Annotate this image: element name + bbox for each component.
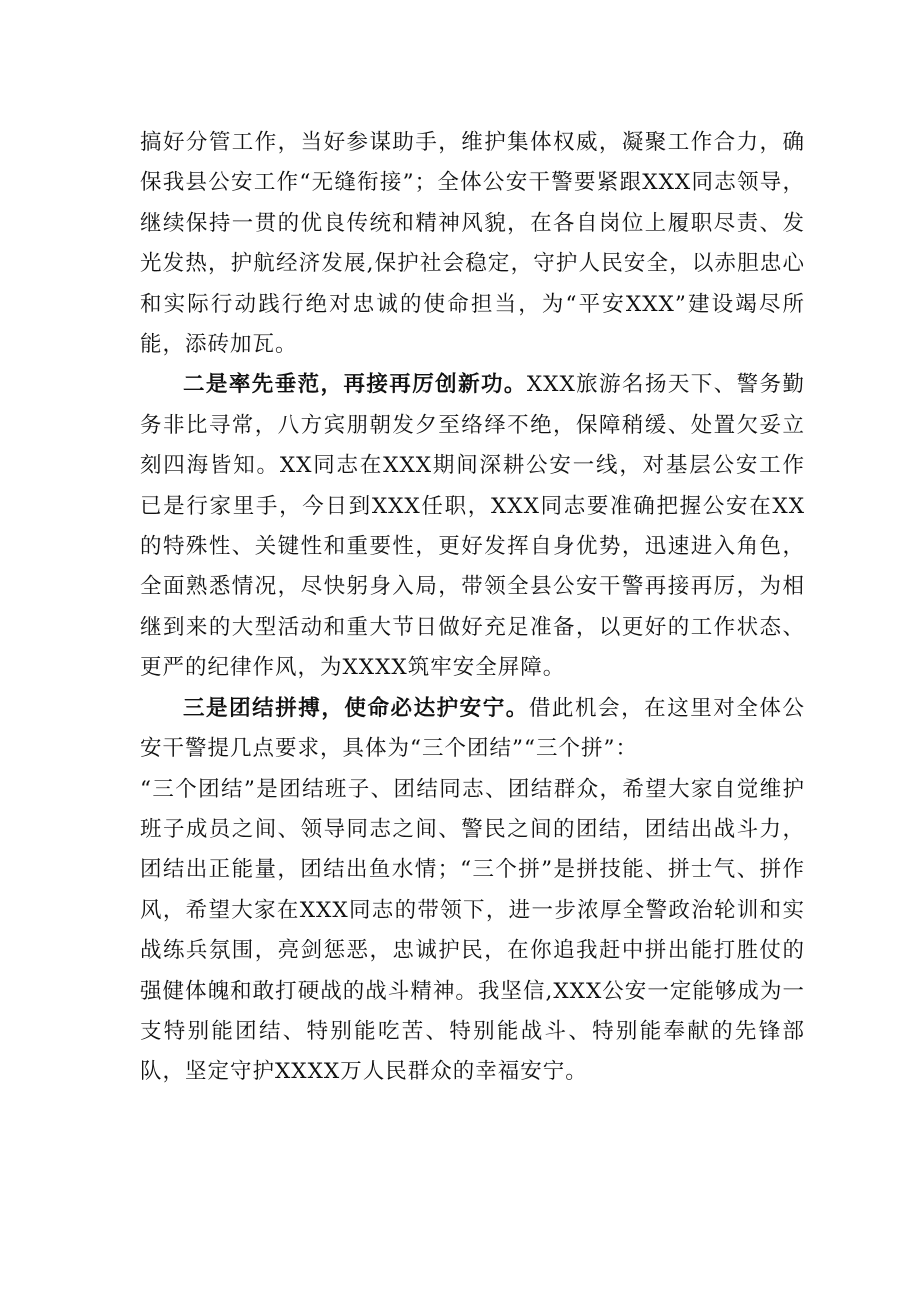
paragraph-point-two xyxy=(140,365,805,688)
paragraph-continuation xyxy=(140,123,805,365)
paragraph-point-three xyxy=(140,689,805,770)
paragraph-text: 搞好分管工作，当好参谋助手，维护集体权威，凝聚工作合力，确保我县公安工作“无缝衔接”；全体公安干警要紧跟XXX同志领导，继续保持一贯的优良传统和精神风貌，在各自岗位上履职尽责、发光发热，护航经济发展,保护社会稳定，守护人民安全，以赤胆忠心和实际行动践行绝对忠诚的使命担当，为“平安XXX”建设竭尽所能，添砖加瓦。 xyxy=(140,130,805,358)
paragraph-lead-heading: 三是团结拼搏，使命必达护安宁。 xyxy=(183,695,529,721)
paragraph-lead-heading: 二是率先垂范，再接再厉创新功。 xyxy=(183,372,527,398)
document-body xyxy=(140,123,805,1093)
paragraph-text: “三个团结”是团结班子、团结同志、团结群众，希望大家自觉维护班子成员之间、领导同志之间、警民之间的团结，团结出战斗力，团结出正能量，团结出鱼水情；“三个拼”是拼技能、拼士气、拼作风，希望大家在XXX同志的带领下，进一步浓厚全警政治轮训和实战练兵氛围，亮剑惩恶，忠诚护民，在你追我赶中拼出能打胜仗的强健体魄和敢打硬战的战斗精神。我坚信,XXX公安一定能够成为一支特别能团结、特别能吃苦、特别能战斗、特别能奉献的先锋部队，坚定守护XXXX万人民群众的幸福安宁。 xyxy=(140,776,805,1085)
paragraph-text: XXX旅游名扬天下、警务勤务非比寻常，八方宾朋朝发夕至络绎不绝，保障稍缓、处置欠妥立刻四海皆知。XX同志在XXX期间深耕公安一线，对基层公安工作已是行家里手，今日到XXX任职，XXX同志要准确把握公安在XX的特殊性、关键性和重要性，更好发挥自身优势，迅速进入角色，全面熟悉情况，尽快躬身入局，带领全县公安干警再接再厉，为相继到来的大型活动和重大节日做好充足准备，以更好的工作状态、更严的纪律作风，为XXXX筑牢安全屏障。 xyxy=(140,372,805,681)
paragraph-text: 借此机会，在这里对全体公安干警提几点要求，具体为“三个团结”“三个拼”： xyxy=(140,695,805,762)
paragraph-requirements xyxy=(140,770,805,1093)
